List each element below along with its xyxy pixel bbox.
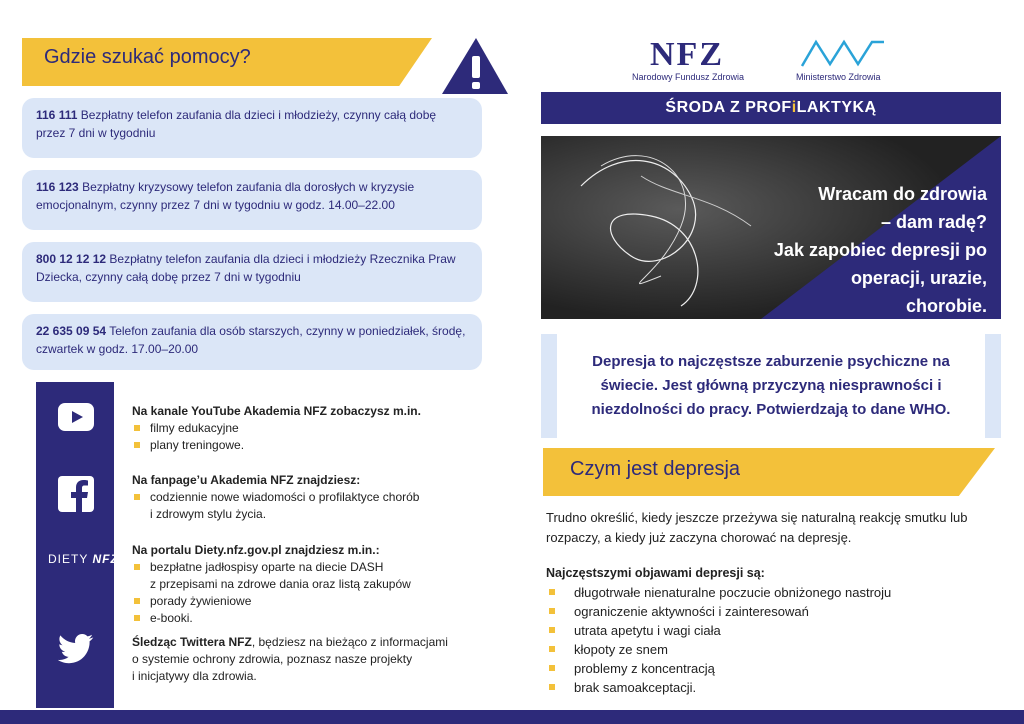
phone-entry: [22, 242, 482, 302]
banner-text: LAKTYKĄ: [796, 99, 877, 116]
hero-headline: [737, 180, 987, 319]
phone-entry: [22, 170, 482, 230]
youtube-heading: Na kanale YouTube Akademia NFZ zobaczysz m.in.: [132, 404, 421, 418]
hero-line: – dam radę?: [880, 212, 987, 232]
nfz-logo-caption: Narodowy Fundusz Zdrowia: [632, 72, 745, 82]
hero-image: [541, 136, 1001, 319]
depression-title: Czym jest depresja: [570, 458, 741, 480]
list-item: bezpłatne jadłospisy oparte na diecie DASH: [132, 559, 492, 576]
youtube-section: [132, 403, 492, 454]
list-item: codziennie nowe wiadomości o profilaktyce chorób: [132, 489, 492, 506]
facebook-heading: Na fanpage’u Akademia NFZ znajdziesz:: [132, 473, 361, 487]
help-title: Gdzie szukać pomocy?: [44, 46, 251, 68]
phone-number[interactable]: 22 635 09 54: [36, 324, 107, 338]
campaign-banner: [541, 92, 1001, 124]
list-item: e-booki.: [132, 610, 492, 627]
phone-description: Bezpłatny telefon zaufania dla dzieci i młodzieży Rzecznika Praw Dziecka, czynny całą dobę przez 7 dni w tygodniu: [36, 252, 456, 284]
footer-bar: [0, 710, 1024, 724]
ministry-logo-icon: [800, 38, 886, 68]
symptoms-heading: Najczęstszymi objawami depresji są:: [546, 566, 765, 580]
diety-heading: Na portalu Diety.nfz.gov.pl znajdziesz m.in.:: [132, 543, 380, 557]
list-item: plany treningowe.: [132, 437, 492, 454]
list-item: filmy edukacyjne: [132, 420, 492, 437]
facebook-icon[interactable]: [58, 476, 94, 512]
twitter-section: [132, 634, 492, 685]
hero-line: operacji, urazie,: [850, 268, 987, 288]
twitter-line: i inicjatywy dla zdrowia.: [132, 669, 257, 683]
hero-line: Wracam do zdrowia: [818, 184, 987, 204]
twitter-bold: Śledząc Twittera NFZ: [132, 635, 252, 649]
list-item-cont: z przepisami na zdrowe dania oraz listą zakupów: [150, 577, 411, 591]
diety-section: [132, 542, 492, 627]
banner-text: ŚRODA Z PROF: [665, 99, 792, 116]
who-quote: Depresja to najczęstsze zaburzenie psychiczne na świecie. Jest główną przyczyną niesprawności i niezdolności do pracy. Potwierdzają to dane WHO.: [541, 334, 1001, 438]
ministry-logo-caption: Ministerstwo Zdrowia: [796, 72, 881, 82]
twitter-icon[interactable]: [58, 634, 94, 664]
diety-logo-text: DIETY: [48, 552, 89, 566]
diety-logo-brand: NFZ: [92, 552, 119, 566]
nfz-logo: NFZ: [650, 36, 724, 73]
list-item-cont: i zdrowym stylu życia.: [150, 507, 267, 521]
phone-number[interactable]: 116 111: [36, 108, 78, 122]
depression-intro: Trudno określić, kiedy jeszcze przeżywa się naturalną reakcję smutku lub rozpaczy, a kiedy już zaczyna chorować na depresję.: [546, 510, 968, 545]
phone-number[interactable]: 800 12 12 12: [36, 252, 107, 266]
phone-description: Bezpłatny kryzysowy telefon zaufania dla dorosłych w kryzysie emocjonalnym, czynny przez 7 dni w tygodniu w godz. 14.00–22.00: [36, 180, 415, 212]
twitter-line: o systemie ochrony zdrowia, poznasz nasze projekty: [132, 652, 413, 666]
list-item: problemy z koncentracją: [546, 659, 998, 678]
list-item: brak samoakceptacji.: [546, 678, 998, 697]
phone-number[interactable]: 116 123: [36, 180, 79, 194]
phone-entry: [22, 314, 482, 370]
hero-line: Jak zapobiec depresji po: [773, 240, 987, 260]
youtube-icon[interactable]: [58, 403, 94, 431]
phone-entry: [22, 98, 482, 158]
list-item: długotrwałe nienaturalne poczucie obniżonego nastroju: [546, 583, 998, 602]
phone-description: Telefon zaufania dla osób starszych, czynny w poniedziałek, środę, czwartek w godz. 17.00–20.00: [36, 324, 466, 356]
facebook-section: [132, 472, 492, 523]
list-item: porady żywieniowe: [132, 593, 492, 610]
alert-icon: [432, 38, 508, 94]
symptoms-list: [546, 583, 998, 697]
hero-line: chorobie.: [905, 296, 987, 316]
phone-description: Bezpłatny telefon zaufania dla dzieci i młodzieży, czynny całą dobę przez 7 dni w tygodniu: [36, 108, 437, 140]
list-item: utrata apetytu i wagi ciała: [546, 621, 998, 640]
twitter-line: , będziesz na bieżąco z informacjami: [251, 635, 448, 649]
list-item: kłopoty ze snem: [546, 640, 998, 659]
list-item: ograniczenie aktywności i zainteresowań: [546, 602, 998, 621]
diety-logo[interactable]: [48, 552, 119, 566]
banner-accent: i: [791, 99, 797, 116]
